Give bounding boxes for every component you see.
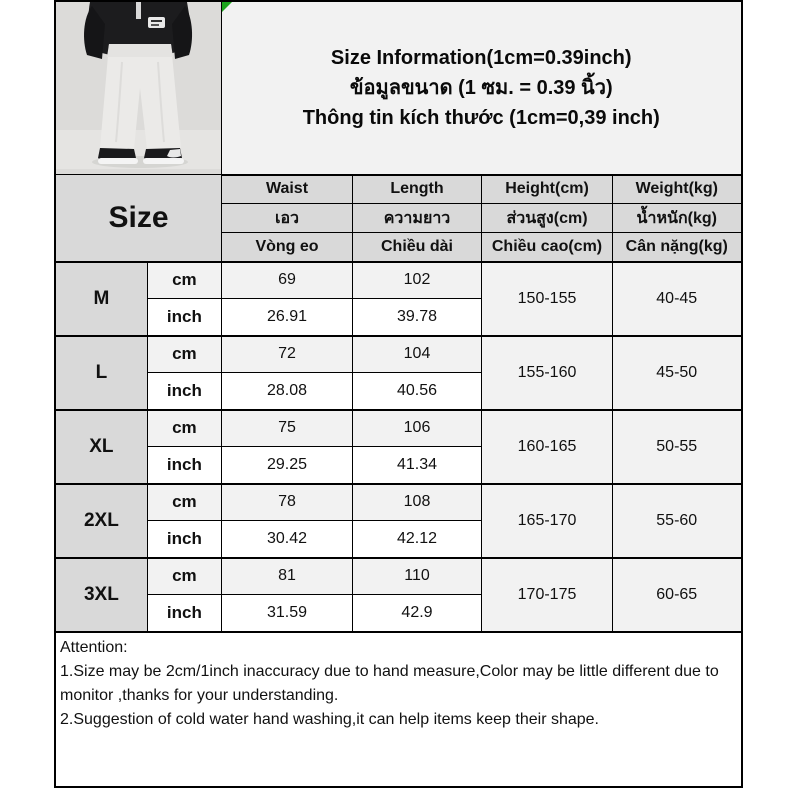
col-header-height-vi: Chiều cao(cm) (482, 233, 613, 262)
col-header-waist-en: Waist (222, 175, 353, 204)
length-inch-value: 42.9 (353, 595, 482, 632)
size-header: Size (55, 175, 222, 262)
height-range-value: 150-155 (482, 262, 613, 336)
length-cm-value: 102 (353, 262, 482, 299)
title-thai: ข้อมูลขนาด (1 ซม. = 0.39 นิ้ว) (349, 76, 613, 99)
col-header-weight-en: Weight(kg) (613, 175, 742, 204)
waist-cm-value: 78 (222, 484, 353, 521)
product-photo (55, 1, 222, 175)
unit-inch-label: inch (147, 521, 221, 558)
waist-inch-value: 31.59 (222, 595, 353, 632)
waist-inch-value: 30.42 (222, 521, 353, 558)
weight-range-value: 60-65 (613, 558, 742, 632)
attention-heading: Attention: (60, 638, 128, 656)
col-header-waist-vi: Vòng eo (222, 233, 353, 262)
height-range-value: 170-175 (482, 558, 613, 632)
green-corner-marker (222, 2, 232, 12)
unit-inch-label: inch (147, 299, 221, 336)
attention-line-1: 1.Size may be 2cm/1inch inaccuracy due to hand measure,Color may be little different due to monitor ,thanks for your understanding. (60, 662, 719, 704)
weight-range-value: 45-50 (613, 336, 742, 410)
size-label: L (55, 336, 147, 410)
unit-inch-label: inch (147, 447, 221, 484)
length-cm-value: 106 (353, 410, 482, 447)
col-header-length-en: Length (353, 175, 482, 204)
waist-inch-value: 28.08 (222, 373, 353, 410)
waist-cm-value: 72 (222, 336, 353, 373)
unit-cm-label: cm (147, 336, 221, 373)
title-english: Size Information(1cm=0.39inch) (330, 46, 632, 69)
waist-inch-value: 29.25 (222, 447, 353, 484)
length-cm-value: 110 (353, 558, 482, 595)
waist-cm-value: 69 (222, 262, 353, 299)
size-label: 3XL (55, 558, 147, 632)
col-header-weight-vi: Cân nặng(kg) (613, 233, 742, 262)
length-cm-value: 108 (353, 484, 482, 521)
waist-cm-value: 81 (222, 558, 353, 595)
size-label: XL (55, 410, 147, 484)
unit-cm-label: cm (147, 484, 221, 521)
col-header-height-en: Height(cm) (482, 175, 613, 204)
title-block (222, 1, 742, 175)
title-vietnamese: Thông tin kích thước (1cm=0,39 inch) (302, 106, 660, 129)
length-inch-value: 39.78 (353, 299, 482, 336)
model-photo-illustration (56, 2, 221, 169)
unit-inch-label: inch (147, 595, 221, 632)
height-range-value: 155-160 (482, 336, 613, 410)
unit-cm-label: cm (147, 262, 221, 299)
unit-inch-label: inch (147, 373, 221, 410)
length-inch-value: 40.56 (353, 373, 482, 410)
length-inch-value: 41.34 (353, 447, 482, 484)
waist-cm-value: 75 (222, 410, 353, 447)
size-label: 2XL (55, 484, 147, 558)
col-header-length-vi: Chiều dài (353, 233, 482, 262)
col-header-height-th: ส่วนสูง(cm) (482, 204, 613, 233)
attention-note (55, 632, 742, 787)
weight-range-value: 55-60 (613, 484, 742, 558)
length-cm-value: 104 (353, 336, 482, 373)
size-table (54, 0, 743, 788)
attention-line-2: 2.Suggestion of cold water hand washing,it can help items keep their shape. (60, 710, 599, 728)
height-range-value: 165-170 (482, 484, 613, 558)
weight-range-value: 50-55 (613, 410, 742, 484)
col-header-length-th: ความยาว (353, 204, 482, 233)
unit-cm-label: cm (147, 558, 221, 595)
length-inch-value: 42.12 (353, 521, 482, 558)
col-header-weight-th: น้ำหนัก(kg) (613, 204, 742, 233)
size-label: M (55, 262, 147, 336)
weight-range-value: 40-45 (613, 262, 742, 336)
unit-cm-label: cm (147, 410, 221, 447)
col-header-waist-th: เอว (222, 204, 353, 233)
waist-inch-value: 26.91 (222, 299, 353, 336)
height-range-value: 160-165 (482, 410, 613, 484)
